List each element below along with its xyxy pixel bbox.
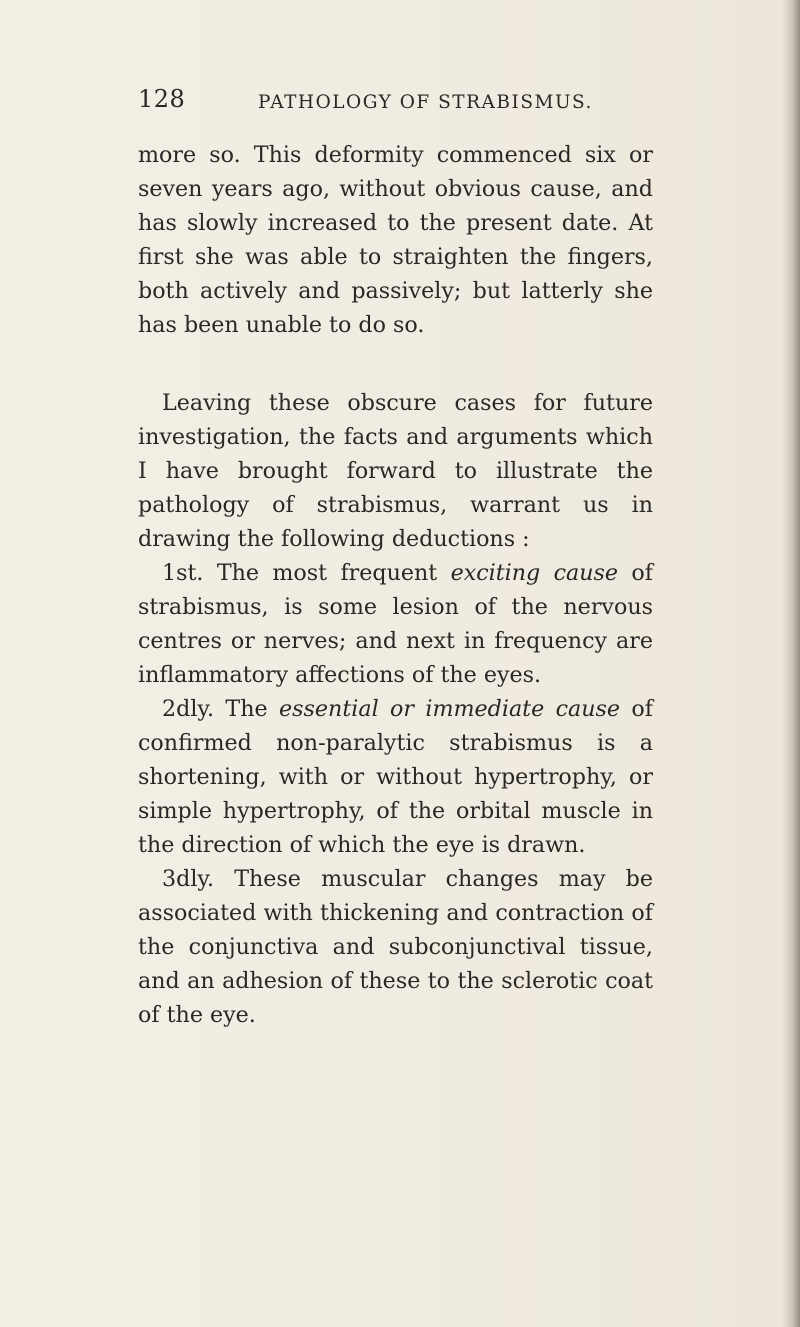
second-deduction-lead: 2dly. The xyxy=(162,696,279,722)
running-head: PATHOLOGY OF STRABISMUS. xyxy=(258,92,593,113)
page-header xyxy=(138,84,658,120)
paragraph-second-deduction xyxy=(138,692,653,862)
first-deduction-emphasis: exciting cause xyxy=(450,560,619,586)
paragraph-third-deduction: 3dly. These muscular changes may be associated with thickening and contraction of the conjunctiva and subconjunctival tissue, and an adhesion of these to the sclerotic coat of the eye. xyxy=(138,866,653,1028)
first-deduction-lead: 1st. The most frequent xyxy=(162,560,451,586)
paragraph-deductions-intro: Leaving these obscure cases for future investigation, the facts and arguments which I have brought forward to illustrate the pathology of strabismus, warrant us in drawing the following deductions : xyxy=(138,390,653,552)
first-deduction-rest: of strabismus, is some lesion of the nervous centres or nerves; and next in frequency are inflammatory affections of the eyes. xyxy=(138,560,653,688)
page-number: 128 xyxy=(138,85,186,113)
page-gutter-shadow xyxy=(782,0,800,1327)
paragraph-continuation: more so. This deformity commenced six or seven years ago, without obvious cause, and has slowly increased to the present date. At first she was able to straighten the fingers, both actively and passively; but latterly she has been unable to do so. xyxy=(138,142,653,338)
body-text xyxy=(138,138,653,1032)
paragraph-gap xyxy=(138,342,653,386)
second-deduction-rest: of confirmed non-paralytic strabismus is a shortening, with or without hypertrophy, or simple hypertrophy, of the orbital muscle in the direction of which the eye is drawn. xyxy=(138,696,653,858)
second-deduction-emphasis: essential or immediate cause xyxy=(279,696,621,722)
paragraph-first-deduction xyxy=(138,556,653,692)
